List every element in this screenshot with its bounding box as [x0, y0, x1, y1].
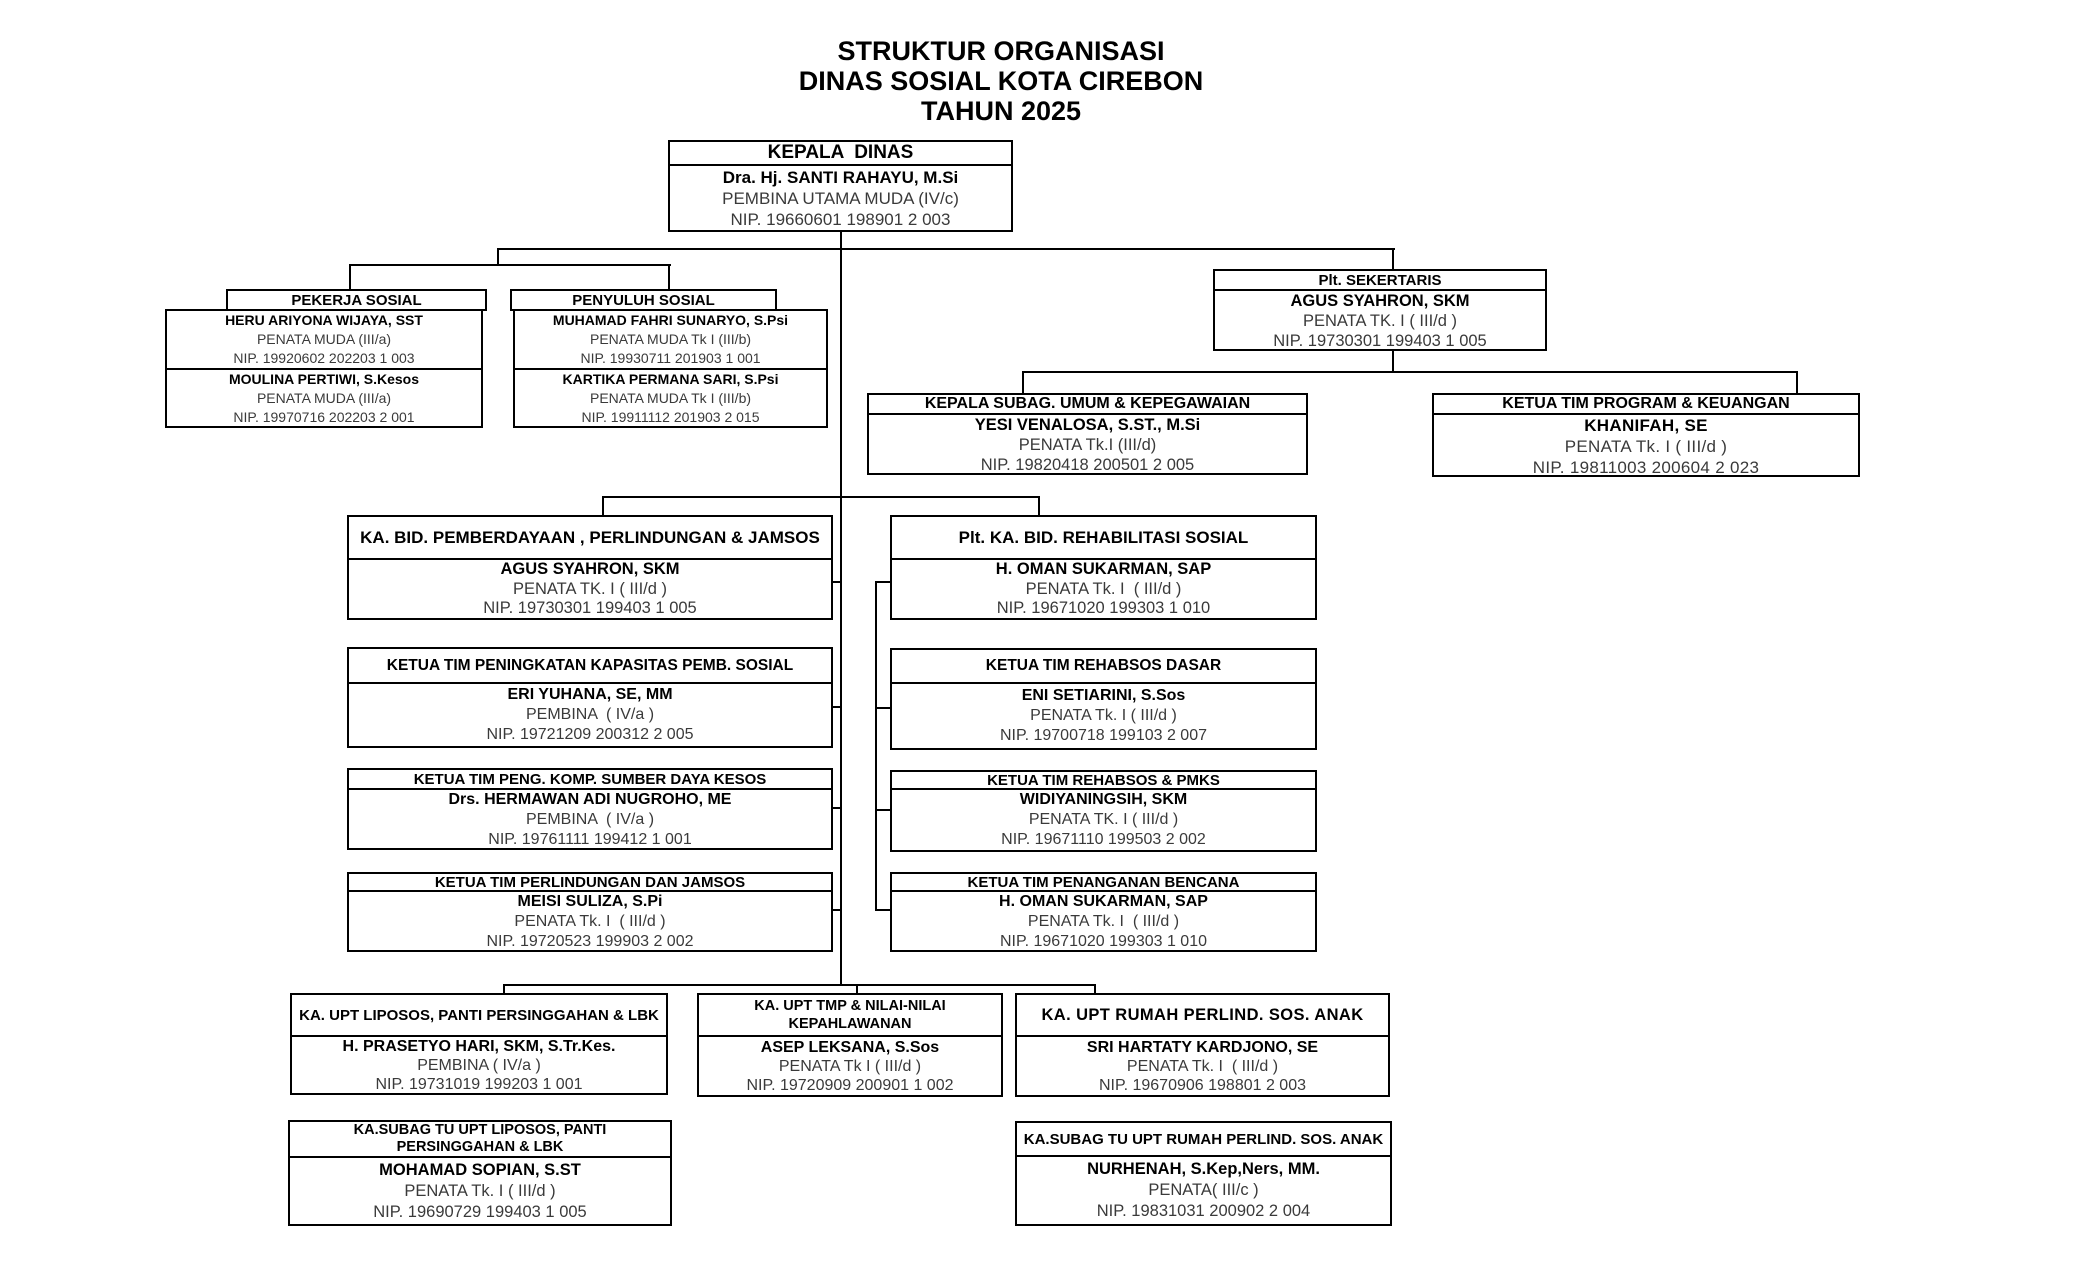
person-rank: PENATA MUDA Tk I (III/b)	[589, 331, 752, 347]
role-label: KA.SUBAG TU UPT RUMAH PERLIND. SOS. ANAK	[1017, 1123, 1390, 1157]
person-nip: NIP. 19811003 200604 2 023	[1532, 458, 1760, 477]
person-name: YESI VENALOSA, S.ST., M.Si	[974, 416, 1201, 434]
person-nip: NIP. 19831031 200902 2 004	[1096, 1202, 1311, 1220]
person-rank: PENATA MUDA Tk I (III/b)	[589, 390, 752, 406]
person-nip: NIP. 19761111 199412 1 001	[488, 831, 692, 848]
role-label: KETUA TIM REHABSOS DASAR	[892, 650, 1315, 684]
person-name: AGUS SYAHRON, SKM	[1290, 292, 1470, 310]
staff-member	[515, 311, 826, 368]
person-rank: PEMBINA ( IV/a )	[525, 811, 655, 828]
person-nip: NIP. 19671110 199503 2 002	[1001, 831, 1206, 848]
person-nip: NIP. 19720523 199903 2 002	[486, 933, 694, 950]
person-nip: NIP. 19731019 199203 1 001	[375, 1076, 583, 1093]
person-rank: PENATA TK. I ( III/d )	[1028, 811, 1179, 828]
person-nip: NIP. 19730301 199403 1 005	[1273, 332, 1487, 350]
connector-stub-right-1	[875, 581, 890, 583]
connector-subag-riser	[1022, 371, 1024, 395]
person-name: MEISI SULIZA, S.Pi	[517, 893, 663, 910]
connector-top-horizontal	[497, 248, 1395, 250]
person-nip: NIP. 19970716 202203 2 001	[233, 409, 415, 425]
person-rank: PENATA TK. I ( III/d )	[512, 579, 668, 598]
person-nip: NIP. 19671020 199303 1 010	[996, 599, 1211, 617]
role-label: KEPALA SUBAG. UMUM & KEPEGAWAIAN	[869, 395, 1306, 415]
person-nip: NIP. 19671020 199303 1 010	[999, 933, 1207, 950]
connector-sekertaris-down	[1392, 351, 1394, 373]
person-nip: NIP. 19660601 198901 2 003	[730, 209, 951, 229]
connector-kabid-bracket	[602, 496, 1040, 498]
connector-stub-right-4	[875, 909, 890, 911]
person-rank: PENATA Tk. I ( III/d )	[1025, 579, 1182, 598]
connector-right-rail	[875, 581, 877, 911]
org-node-upt-liposos	[290, 993, 668, 1095]
org-node-pekerja-sosial-members	[165, 309, 483, 428]
connector-staff-bracket	[349, 264, 671, 266]
org-node-tim-penanganan-bencana	[890, 872, 1317, 952]
connector-stub-right-3	[875, 809, 890, 811]
org-node-subag-tu-rumah-perlind-anak	[1015, 1121, 1392, 1226]
person-rank: PENATA( III/c )	[1148, 1181, 1259, 1199]
connector-sekertaris-riser	[1392, 248, 1394, 270]
person-name: Dra. Hj. SANTI RAHAYU, M.Si	[722, 167, 959, 187]
person-name: WIDIYANINGSIH, SKM	[1019, 791, 1188, 808]
person-rank: PENATA Tk.I (III/d)	[1018, 436, 1157, 454]
connector-penyuluh-riser	[668, 264, 670, 290]
person-nip: NIP. 19700718 199103 2 007	[999, 727, 1207, 744]
org-node-tim-peng-komp-kesos	[347, 768, 833, 850]
role-label: KA. UPT LIPOSOS, PANTI PERSINGGAHAN & LBK	[292, 995, 666, 1037]
org-node-ka-bid-pemberdayaan	[347, 515, 833, 620]
role-label: KA. UPT RUMAH PERLIND. SOS. ANAK	[1017, 995, 1388, 1037]
person-name: KARTIKA PERMANA SARI, S.Psi	[562, 371, 779, 387]
org-node-plt-ka-bid-rehabilitasi	[890, 515, 1317, 620]
person-name: NURHENAH, S.Kep,Ners, MM.	[1087, 1160, 1320, 1178]
person-rank: PENATA Tk. I ( III/d )	[404, 1181, 556, 1200]
org-node-tim-perlindungan-jamsos	[347, 872, 833, 952]
connector-stub-right-2	[875, 707, 890, 709]
org-node-upt-rumah-perlind-anak	[1015, 993, 1390, 1097]
person-name: H. OMAN SUKARMAN, SAP	[999, 893, 1208, 910]
connector-stub-left-2	[833, 706, 842, 708]
org-node-tim-rehabsos-pmks	[890, 770, 1317, 852]
role-label: Plt. SEKERTARIS	[1215, 271, 1545, 291]
person-name: Drs. HERMAWAN ADI NUGROHO, ME	[448, 791, 732, 808]
person-rank: PENATA Tk. I ( III/d )	[1030, 707, 1177, 724]
person-nip: NIP. 19920602 202203 1 003	[233, 350, 415, 366]
staff-member	[515, 368, 826, 427]
person-nip: NIP. 19690729 199403 1 005	[373, 1202, 587, 1221]
person-rank: PENATA TK. I ( III/d )	[1302, 312, 1458, 330]
page-title-line3: TAHUN 2025	[920, 96, 1082, 126]
person-nip: NIP. 19930711 201903 1 001	[580, 350, 761, 366]
person-name: ASEP LEKSANA, S.Sos	[760, 1038, 940, 1056]
person-nip: NIP. 19911112 201903 2 015	[581, 409, 760, 425]
person-rank: PENATA Tk. I ( III/d )	[1027, 913, 1180, 930]
person-name: MUHAMAD FAHRI SUNARYO, S.Psi	[552, 312, 789, 328]
org-node-tim-rehabsos-dasar	[890, 648, 1317, 750]
role-label: KETUA TIM PENG. KOMP. SUMBER DAYA KESOS	[349, 770, 831, 790]
role-label: Plt. KA. BID. REHABILITASI SOSIAL	[892, 517, 1315, 560]
connector-kabid-right-riser	[1038, 496, 1040, 517]
role-label: KETUA TIM PROGRAM & KEUANGAN	[1434, 395, 1858, 415]
person-rank: PENATA Tk. I ( III/d )	[1564, 437, 1728, 456]
role-label: KETUA TIM PENINGKATAN KAPASITAS PEMB. SOSIAL	[349, 649, 831, 684]
page-title-line2: DINAS SOSIAL KOTA CIREBON	[798, 66, 1204, 96]
page-title-line1: STRUKTUR ORGANISASI	[837, 36, 1165, 66]
person-rank: PENATA Tk. I ( III/d )	[1126, 1057, 1279, 1075]
person-rank: PEMBINA UTAMA MUDA (IV/c)	[722, 188, 959, 208]
page-title	[640, 36, 1362, 126]
person-rank: PENATA MUDA (III/a)	[256, 331, 392, 347]
org-node-pekerja-sosial-header: PEKERJA SOSIAL	[226, 289, 487, 311]
connector-upt-bracket	[503, 984, 1096, 986]
role-label: KA. UPT TMP & NILAI-NILAI KEPAHLAWANAN	[699, 995, 1001, 1037]
staff-member	[167, 368, 481, 427]
connector-pekerja-riser	[349, 264, 351, 290]
org-node-sekertaris	[1213, 269, 1547, 351]
person-name: KHANIFAH, SE	[1584, 416, 1708, 435]
role-label: KA. BID. PEMBERDAYAAN , PERLINDUNGAN & JAMSOS	[349, 517, 831, 560]
person-name: ERI YUHANA, SE, MM	[507, 686, 673, 703]
org-node-tim-peningkatan-kapasitas	[347, 647, 833, 748]
person-name: H. OMAN SUKARMAN, SAP	[995, 560, 1212, 578]
org-node-subag-tu-liposos	[288, 1120, 672, 1226]
person-name: ENI SETIARINI, S.Sos	[1021, 687, 1186, 704]
org-node-tim-program-keuangan	[1432, 393, 1860, 477]
org-node-subag-umum-kepegawaian	[867, 393, 1308, 475]
connector-spine	[840, 232, 842, 986]
role-label: KA.SUBAG TU UPT LIPOSOS, PANTI PERSINGGAHAN & LBK	[290, 1122, 670, 1158]
person-rank: PEMBINA ( IV/a )	[525, 706, 655, 723]
connector-stub-left-3	[833, 807, 842, 809]
person-name: MOULINA PERTIWI, S.Kesos	[228, 371, 420, 387]
person-nip: NIP. 19720909 200901 1 002	[746, 1076, 954, 1094]
connector-sekertaris-bracket	[1022, 371, 1798, 373]
person-nip: NIP. 19820418 200501 2 005	[980, 456, 1195, 474]
connector-stub-left-4	[833, 909, 842, 911]
person-nip: NIP. 19730301 199403 1 005	[483, 599, 697, 617]
person-rank: PENATA MUDA (III/a)	[256, 390, 392, 406]
person-name: AGUS SYAHRON, SKM	[500, 560, 680, 578]
org-node-penyuluh-sosial-header: PENYULUH SOSIAL	[510, 289, 777, 311]
person-name: HERU ARIYONA WIJAYA, SST	[225, 312, 423, 328]
connector-kabid-left-riser	[602, 496, 604, 517]
role-label: KETUA TIM PERLINDUNGAN DAN JAMSOS	[349, 874, 831, 892]
role-label: KETUA TIM PENANGANAN BENCANA	[892, 874, 1315, 892]
person-name: H. PRASETYO HARI, SKM, S.Tr.Kes.	[342, 1038, 616, 1055]
org-node-kepala-dinas	[668, 140, 1013, 232]
person-name: SRI HARTATY KARDJONO, SE	[1086, 1038, 1319, 1056]
role-label: KEPALA DINAS	[670, 142, 1011, 166]
person-rank: PEMBINA ( IV/a )	[417, 1057, 541, 1074]
person-nip: NIP. 19670906 198801 2 003	[1098, 1076, 1306, 1094]
org-node-penyuluh-sosial-members	[513, 309, 828, 428]
org-node-upt-tmp	[697, 993, 1003, 1097]
person-name: MOHAMAD SOPIAN, S.ST	[379, 1160, 581, 1179]
connector-stub-left-1	[833, 581, 842, 583]
role-label: KETUA TIM REHABSOS & PMKS	[892, 772, 1315, 790]
connector-tim-program-riser	[1796, 371, 1798, 395]
person-rank: PENATA Tk. I ( III/d )	[514, 913, 666, 930]
staff-member	[167, 311, 481, 368]
person-rank: PENATA Tk I ( III/d )	[778, 1057, 922, 1075]
person-nip: NIP. 19721209 200312 2 005	[486, 726, 694, 743]
